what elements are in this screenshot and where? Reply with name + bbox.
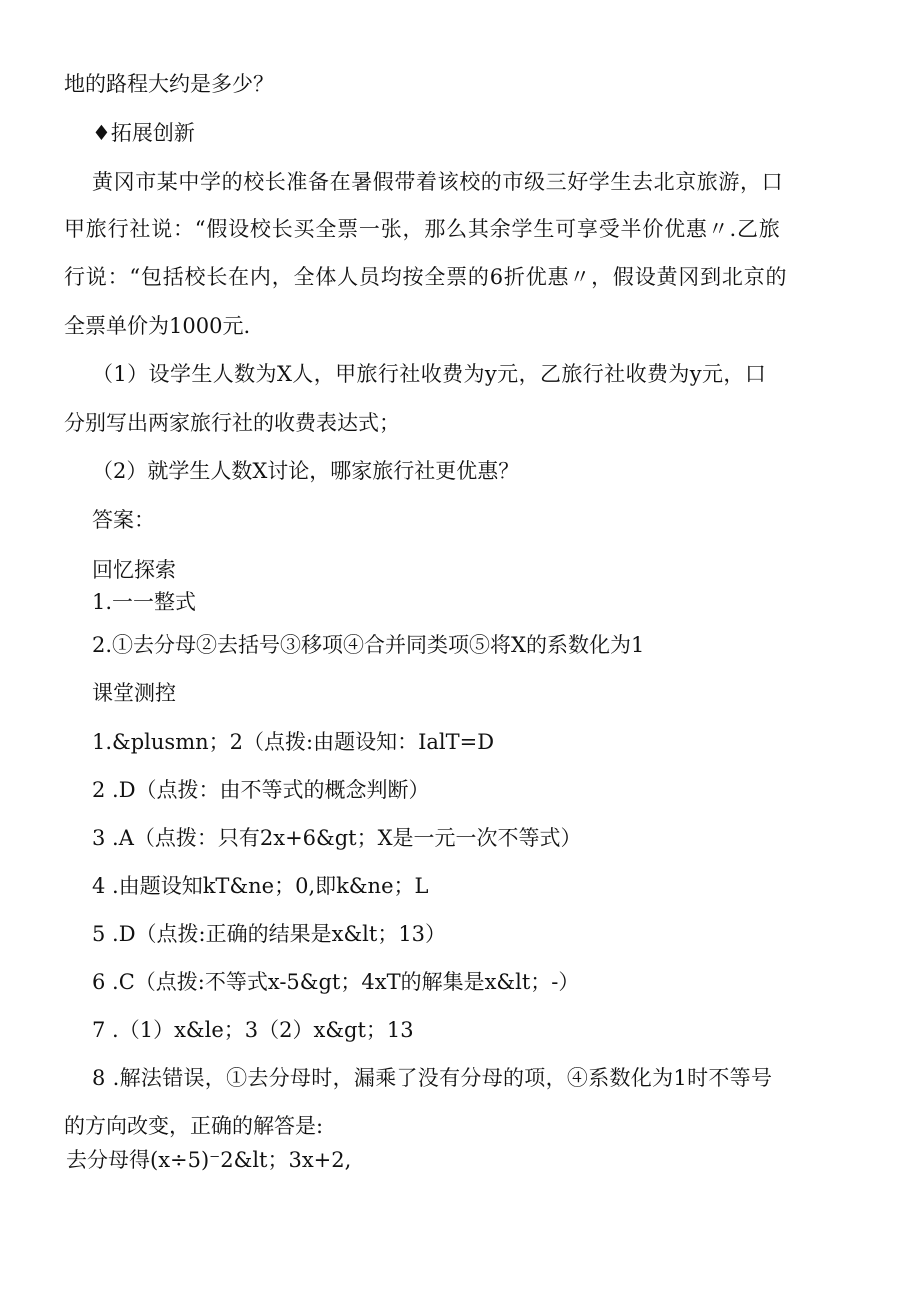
text-line: 黄冈市某中学的校长准备在暑假带着该校的市级三好学生去北京旅游，口: [92, 170, 784, 194]
text-line: （2）就学生人数X讨论，哪家旅行社更优惠？: [92, 459, 520, 483]
answer-line: 去分母得(x÷5)⁻2&lt；3x+2,: [66, 1148, 352, 1172]
section-heading: 课堂测控: [92, 681, 176, 705]
answer-line: 6 .C（点拨:不等式x-5&gt；4xT的解集是x&lt；-）: [92, 970, 580, 994]
answer-line: 3 .A（点拨：只有2x+6&gt；X是一元一次不等式）: [92, 826, 582, 850]
text-line: 行说：“包括校长在内，全体人员均按全票的6折优惠〃，假设黄冈到北京的: [64, 265, 788, 289]
answer-line: 2 .D（点拨：由不等式的概念判断）: [92, 778, 430, 802]
text-line: 分别写出两家旅行社的收费表达式；: [64, 411, 400, 435]
answer-line: 1.一一整式: [92, 590, 197, 614]
text-line: 全票单价为1000元.: [64, 314, 251, 338]
answer-label: 答案：: [92, 508, 155, 532]
answer-line: 8 .解法错误，①去分母时，漏乘了没有分母的项，④系数化为1时不等号: [92, 1066, 773, 1090]
section-heading: 回忆探索: [92, 558, 176, 582]
answer-line: 的方向改变，正确的解答是:: [64, 1114, 324, 1138]
section-heading: ♦拓展创新: [92, 121, 195, 145]
answer-line: 2.①去分母②去括号③移项④合并同类项⑤将X的系数化为1: [92, 633, 645, 657]
answer-line: 7 .（1）x&le；3（2）x&gt；13: [92, 1018, 414, 1042]
answer-line: 1.&plusmn；2（点拨:由题设知：IalT=D: [92, 730, 495, 754]
text-line: （1）设学生人数为X人，甲旅行社收费为y元，乙旅行社收费为y元，口: [92, 362, 767, 386]
text-line: 地的路程大约是多少？: [64, 72, 274, 96]
answer-line: 4 .由题设知kT&ne；0,即k&ne；L: [92, 874, 429, 898]
text-line: 甲旅行社说：“假设校长买全票一张，那么其余学生可享受半价优惠〃.乙旅: [64, 217, 781, 241]
answer-line: 5 .D（点拨:正确的结果是x&lt；13）: [92, 922, 447, 946]
